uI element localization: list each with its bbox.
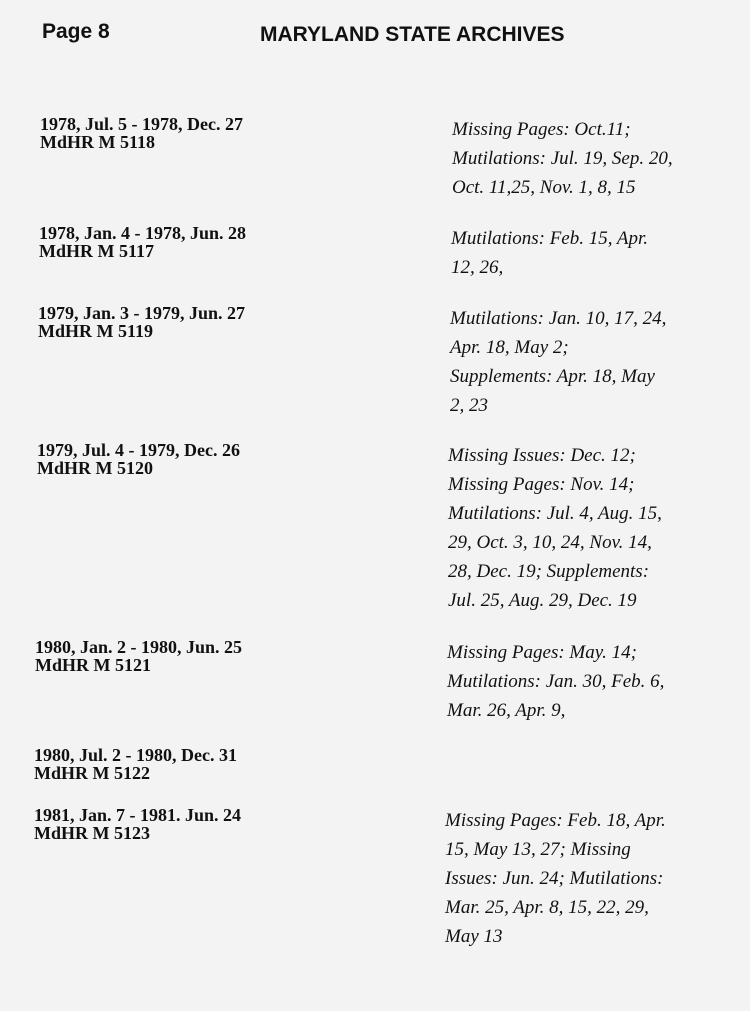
record-call-number: MdHR M 5122 xyxy=(34,763,150,783)
note-line: May 13 xyxy=(445,926,503,947)
record-dates: 1981, Jan. 7 - 1981. Jun. 24 xyxy=(34,805,242,825)
note-line: Supplements: Apr. 18, May xyxy=(450,366,655,387)
record-left xyxy=(38,304,245,340)
record-call-number: MdHR M 5119 xyxy=(38,321,153,341)
note-line: Apr. 18, May 2; xyxy=(450,337,569,358)
record-left xyxy=(37,441,240,477)
note-line: Mutilations: Jul. 4, Aug. 15, xyxy=(448,503,662,524)
note-line: Missing Pages: May. 14; xyxy=(447,642,637,663)
record-call-number: MdHR M 5120 xyxy=(37,458,153,478)
record-call-number: MdHR M 5118 xyxy=(40,132,155,152)
note-line: Mutilations: Jul. 19, Sep. 20, xyxy=(452,148,673,169)
note-line: 12, 26, xyxy=(451,257,504,278)
note-line: Mar. 25, Apr. 8, 15, 22, 29, xyxy=(445,897,649,918)
record-left xyxy=(40,115,243,151)
record-left xyxy=(39,224,246,260)
note-line: Missing Issues: Dec. 12; xyxy=(448,445,636,466)
note-line: Mutilations: Jan. 10, 17, 24, xyxy=(450,308,667,329)
note-line: Mar. 26, Apr. 9, xyxy=(447,700,566,721)
record-dates: 1979, Jan. 3 - 1979, Jun. 27 xyxy=(38,303,246,323)
record-dates: 1978, Jan. 4 - 1978, Jun. 28 xyxy=(39,223,247,243)
record-dates: 1978, Jul. 5 - 1978, Dec. 27 xyxy=(40,114,243,134)
record-call-number: MdHR M 5117 xyxy=(39,241,154,261)
record-dates: 1979, Jul. 4 - 1979, Dec. 26 xyxy=(37,440,240,460)
record-notes xyxy=(450,304,700,420)
note-line: Missing Pages: Oct.11; xyxy=(452,119,631,140)
record-dates: 1980, Jul. 2 - 1980, Dec. 31 xyxy=(34,745,237,765)
record-call-number: MdHR M 5121 xyxy=(35,655,151,675)
record-left xyxy=(34,806,241,842)
record-left xyxy=(35,638,242,674)
note-line: 15, May 13, 27; Missing xyxy=(445,839,631,860)
note-line: Oct. 11,25, Nov. 1, 8, 15 xyxy=(452,177,636,198)
note-line: Jul. 25, Aug. 29, Dec. 19 xyxy=(448,590,637,611)
record-notes xyxy=(452,115,702,202)
note-line: 2, 23 xyxy=(450,395,488,416)
note-line: Issues: Jun. 24; Mutilations: xyxy=(445,868,664,889)
note-line: 28, Dec. 19; Supplements: xyxy=(448,561,650,582)
record-notes xyxy=(448,441,698,615)
record-notes xyxy=(447,638,697,725)
page-number: Page 8 xyxy=(42,20,110,43)
page-title: MARYLAND STATE ARCHIVES xyxy=(260,23,565,46)
note-line: 29, Oct. 3, 10, 24, Nov. 14, xyxy=(448,532,652,553)
note-line: Mutilations: Feb. 15, Apr. xyxy=(451,228,649,249)
note-line: Missing Pages: Feb. 18, Apr. xyxy=(445,810,666,831)
record-left xyxy=(34,746,237,782)
record-call-number: MdHR M 5123 xyxy=(34,823,150,843)
record-notes xyxy=(445,806,695,951)
record-notes xyxy=(451,224,701,282)
note-line: Mutilations: Jan. 30, Feb. 6, xyxy=(447,671,665,692)
note-line: Missing Pages: Nov. 14; xyxy=(448,474,635,495)
record-dates: 1980, Jan. 2 - 1980, Jun. 25 xyxy=(35,637,243,657)
